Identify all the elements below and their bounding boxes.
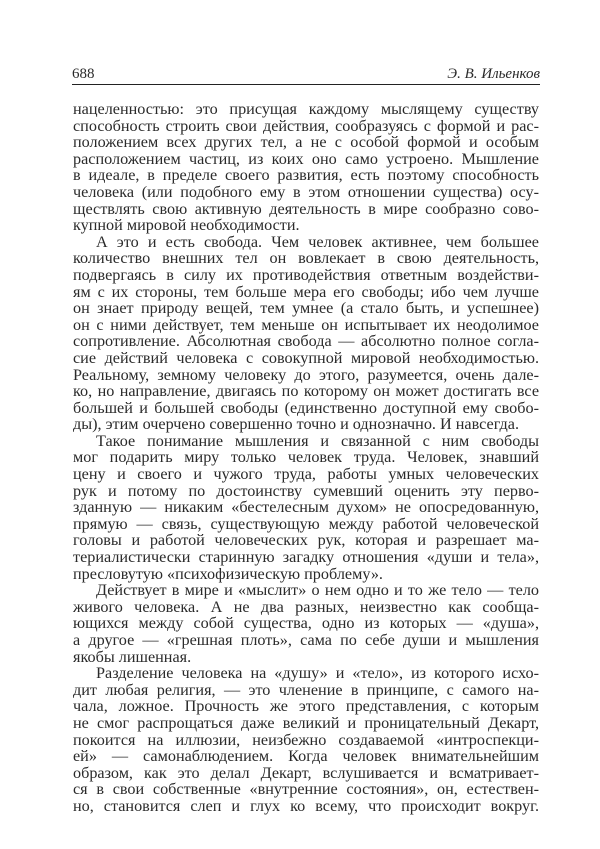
- paragraph: [73, 582, 539, 665]
- text-line: цену и своего и чужого труда, работы умных человеческих: [73, 465, 539, 484]
- text-line: подвергаясь в силу их противодействия ответным воздействи-: [73, 265, 539, 284]
- text-line: сопротивление. Абсолютная свобода — абсолютно полное согла-: [73, 332, 539, 351]
- text-line: якобы лишенная.: [73, 647, 192, 666]
- text-line: Действует в мире и «мыслит» о нем одно и то же тело — тело: [96, 581, 539, 600]
- paragraph: [73, 665, 539, 814]
- text-line: Такое понимание мышления и связанной с ним свободы: [96, 431, 539, 450]
- text-line: но, становится слеп и глух ко всему, что происходит вокруг.: [73, 796, 539, 815]
- text-line: живого человека. А не два разных, неизвестно как сообща-: [73, 597, 539, 616]
- paragraph: [73, 234, 539, 433]
- text-line: образом, как это делал Декарт, вслушивается и всматривает-: [73, 763, 539, 782]
- text-line: ко, но направление, двигаясь по которому он может достигать все: [73, 382, 539, 401]
- text-line: а другое — «грешная плоть», сама по себе души и мышления: [73, 631, 539, 649]
- paragraph: [73, 101, 539, 234]
- text-line: не смог распрощаться даже великий и проницательный Декарт,: [73, 713, 539, 732]
- text-line: чала, ложное. Прочность же этого представления, с которым: [73, 697, 539, 716]
- text-line: способность строить свои действия, сообразуясь с формой и рас-: [73, 116, 539, 135]
- paragraph: [73, 433, 539, 582]
- running-head-author: Э. В. Ильенков: [447, 66, 540, 82]
- text-line: расположением частиц, из коих оно само устроено. Мышление: [73, 149, 539, 168]
- text-line: Реальному, земному человеку до этого, разумеется, очень дале-: [73, 365, 539, 384]
- text-line: прямую — связь, существующую между работой человеческой: [73, 514, 539, 533]
- text-line: дит любая религия, — это членение в принципе, с самого на-: [73, 680, 539, 699]
- text-line: положением всех других тел, а не с особой формой и особым: [73, 133, 539, 152]
- text-line: ся в свои собственные «внутренние состояния», он, естествен-: [73, 780, 539, 799]
- text-line: нацеленностью: это присущая каждому мыслящему существу: [73, 100, 539, 118]
- text-line: ществлять свою активную деятельность в мире сообразно сово-: [73, 199, 539, 218]
- text-line: пресловутую «психофизическую проблему».: [73, 564, 383, 583]
- text-line: купной мировой необходимости.: [73, 216, 300, 235]
- text-line: человека (или подобного ему в этом отношении существа) осу-: [73, 182, 539, 201]
- text-line: ей» — самонаблюдением. Когда человек внимательнейшим: [73, 747, 539, 766]
- text-line: большей и большей свободы (единственно доступной ему свобо-: [73, 398, 539, 417]
- text-line: мог подарить миру только человек труда. Человек, знавший: [73, 448, 539, 467]
- text-line: А это и есть свобода. Чем человек активнее, чем большее: [96, 232, 539, 251]
- text-line: рук и потому по достоинству сумевший оценить эту перво-: [73, 481, 539, 500]
- page-number: 688: [72, 66, 95, 82]
- text-line: головы и работой человеческих рук, которая и разрешает ма-: [73, 531, 539, 550]
- text-line: в идеале, в пределе своего развития, есть поэтому способность: [73, 166, 539, 185]
- page-body-text: [73, 101, 539, 815]
- text-line: он с ними действует, тем меньше он испытывает их неодолимое: [73, 315, 539, 334]
- text-line: сие действий человека с совокупной мировой необходимостью.: [73, 348, 539, 367]
- text-line: Разделение человека на «душу» и «тело», из которого исхо-: [96, 664, 539, 683]
- text-line: ды), этим очерчено совершенно точно и однозначно. И навсегда.: [73, 415, 520, 434]
- text-line: ям с их стороны, тем больше мера его свободы; ибо чем лучше: [73, 282, 539, 301]
- text-line: покоится на иллюзии, неизбежно создаваемой «интроспекци-: [73, 730, 539, 749]
- running-header: [72, 66, 540, 85]
- text-line: зданную — никаким «бестелесным духом» не опосредованную,: [73, 498, 539, 517]
- text-line: количество внешних тел он вовлекает в свою деятельность,: [73, 249, 539, 268]
- text-line: териалистически старинную загадку отношения «души и тела»,: [73, 548, 539, 567]
- text-line: ющихся между собой существа, одно из которых — «душа»,: [73, 614, 539, 633]
- text-line: он знает природу вещей, тем умнее (а стало быть, и успешнее): [73, 299, 539, 318]
